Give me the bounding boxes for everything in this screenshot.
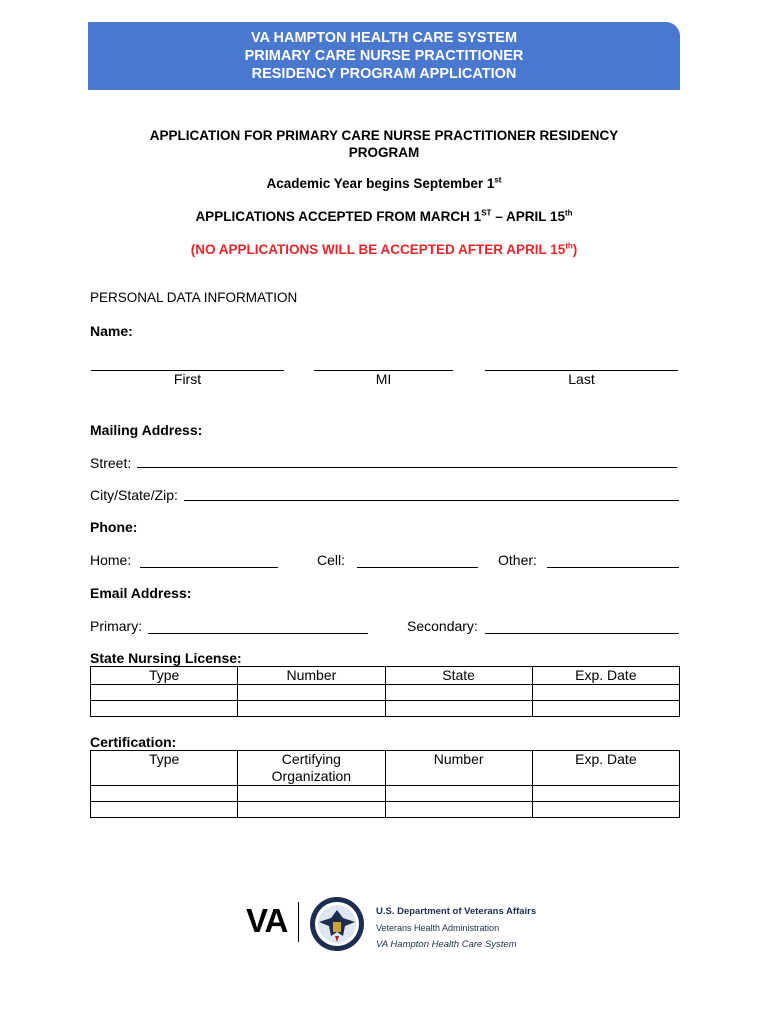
notice-text-a: (NO APPLICATIONS WILL BE ACCEPTED AFTER APRIL 15 bbox=[190, 242, 566, 257]
last-caption: Last bbox=[568, 371, 595, 387]
primary-email-field[interactable] bbox=[148, 633, 368, 634]
phone-label: Phone: bbox=[90, 519, 138, 535]
table-row bbox=[91, 701, 680, 717]
cert-cell[interactable] bbox=[238, 802, 385, 818]
va-seal-icon bbox=[309, 896, 365, 952]
logo-divider bbox=[298, 902, 299, 942]
cert-cell[interactable] bbox=[532, 786, 679, 802]
name-label: Name: bbox=[90, 323, 133, 339]
cert-col-organization-line-1: Certifying bbox=[281, 751, 341, 767]
cert-col-exp-date: Exp. Date bbox=[532, 751, 679, 786]
mailing-address-label: Mailing Address: bbox=[90, 422, 203, 438]
license-heading: State Nursing License: bbox=[90, 650, 242, 666]
license-cell[interactable] bbox=[532, 685, 679, 701]
header-line-2: PRIMARY CARE NURSE PRACTITIONER bbox=[244, 48, 524, 64]
city-state-zip-field[interactable] bbox=[184, 500, 679, 501]
deadline-notice bbox=[88, 242, 680, 257]
table-row bbox=[91, 685, 680, 701]
application-title-line-1: APPLICATION FOR PRIMARY CARE NURSE PRACTITIONER RESIDENCY bbox=[149, 128, 619, 143]
accepted-sup-2: th bbox=[564, 208, 573, 218]
cell-phone-label: Cell: bbox=[317, 552, 346, 568]
first-caption: First bbox=[173, 371, 202, 387]
dept-name: U.S. Department of Veterans Affairs bbox=[376, 906, 537, 917]
header-banner bbox=[88, 22, 680, 90]
mi-caption: MI bbox=[375, 371, 392, 387]
certification-heading: Certification: bbox=[90, 734, 177, 750]
header-line-3: RESIDENCY PROGRAM APPLICATION bbox=[251, 66, 517, 82]
license-col-exp-date: Exp. Date bbox=[532, 667, 679, 685]
cert-cell[interactable] bbox=[91, 786, 238, 802]
notice-text-b: ) bbox=[572, 242, 578, 257]
application-title-line-2: PROGRAM bbox=[348, 145, 420, 160]
accepted-text-a: APPLICATIONS ACCEPTED FROM MARCH 1 bbox=[195, 209, 482, 224]
cert-col-type: Type bbox=[91, 751, 238, 786]
license-cell[interactable] bbox=[91, 701, 238, 717]
academic-year-sup: st bbox=[494, 175, 502, 185]
va-wordmark: VA bbox=[246, 902, 288, 939]
table-row bbox=[91, 802, 680, 818]
license-cell[interactable] bbox=[385, 685, 532, 701]
cert-cell[interactable] bbox=[385, 786, 532, 802]
home-phone-label: Home: bbox=[90, 552, 132, 568]
street-field[interactable] bbox=[137, 467, 677, 468]
va-footer-logo bbox=[246, 896, 536, 956]
license-cell[interactable] bbox=[238, 701, 385, 717]
personal-data-heading: PERSONAL DATA INFORMATION bbox=[90, 290, 298, 305]
accepted-text-b: – APRIL 15 bbox=[491, 209, 565, 224]
cert-cell[interactable] bbox=[238, 786, 385, 802]
header-line-1: VA HAMPTON HEALTH CARE SYSTEM bbox=[250, 30, 518, 46]
license-col-type: Type bbox=[91, 667, 238, 685]
license-col-state: State bbox=[385, 667, 532, 685]
license-cell[interactable] bbox=[91, 685, 238, 701]
accepted-dates bbox=[88, 209, 680, 224]
certification-table bbox=[90, 750, 680, 818]
secondary-email-label: Secondary: bbox=[407, 618, 478, 634]
system-name: VA Hampton Health Care System bbox=[376, 939, 517, 950]
license-cell[interactable] bbox=[238, 685, 385, 701]
cell-phone-field[interactable] bbox=[357, 567, 478, 568]
vha-name: Veterans Health Administration bbox=[376, 923, 500, 933]
email-address-label: Email Address: bbox=[90, 585, 192, 601]
license-table bbox=[90, 666, 680, 717]
cert-col-number: Number bbox=[385, 751, 532, 786]
academic-year bbox=[88, 176, 680, 191]
cert-col-organization bbox=[238, 751, 385, 786]
accepted-sup-1: ST bbox=[481, 208, 492, 218]
primary-email-label: Primary: bbox=[90, 618, 143, 634]
license-cell[interactable] bbox=[532, 701, 679, 717]
license-col-number: Number bbox=[238, 667, 385, 685]
street-label: Street: bbox=[90, 455, 132, 471]
license-cell[interactable] bbox=[385, 701, 532, 717]
city-state-zip-label: City/State/Zip: bbox=[90, 487, 178, 503]
cert-col-organization-line-2: Organization bbox=[271, 768, 352, 784]
other-phone-label: Other: bbox=[498, 552, 537, 568]
certification-header-row bbox=[91, 751, 680, 786]
application-title bbox=[88, 127, 680, 161]
notice-sup: th bbox=[565, 241, 573, 251]
home-phone-field[interactable] bbox=[140, 567, 278, 568]
cert-cell[interactable] bbox=[385, 802, 532, 818]
cert-cell[interactable] bbox=[91, 802, 238, 818]
license-header-row bbox=[91, 667, 680, 685]
secondary-email-field[interactable] bbox=[485, 633, 679, 634]
other-phone-field[interactable] bbox=[547, 567, 679, 568]
table-row bbox=[91, 786, 680, 802]
cert-cell[interactable] bbox=[532, 802, 679, 818]
academic-year-text: Academic Year begins September 1 bbox=[266, 176, 495, 191]
